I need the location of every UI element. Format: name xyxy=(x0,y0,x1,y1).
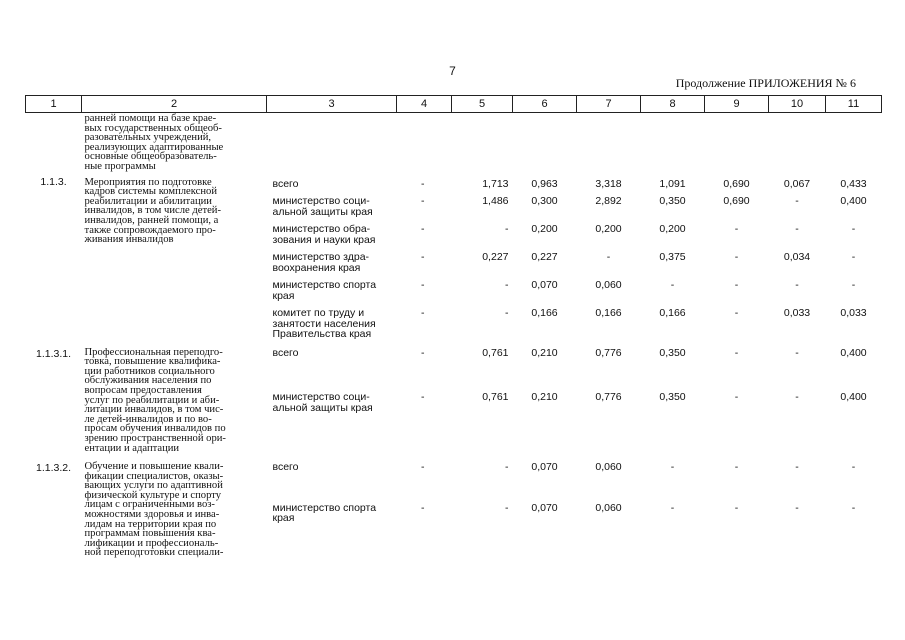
funding-source xyxy=(267,276,397,304)
value-cell: 0,761 xyxy=(482,391,509,404)
value-cell: 0,166 xyxy=(531,307,558,320)
header-cell: 7 xyxy=(577,96,641,113)
empty-cell xyxy=(769,113,826,176)
text-line: кадров системы комплексной xyxy=(84,186,217,198)
value-cell: - xyxy=(606,251,611,264)
value-cell: 0,690 xyxy=(723,195,750,208)
carry-over-text xyxy=(82,113,267,176)
header-cell: 11 xyxy=(826,96,882,113)
text-line: ранней помощи на базе крае- xyxy=(84,113,217,124)
value-cell: 0,227 xyxy=(482,251,509,264)
value-cell: - xyxy=(670,461,675,474)
header-cell: 4 xyxy=(397,96,452,113)
text-line: услуг по реабилитации и аби- xyxy=(84,394,220,406)
value-cell: - xyxy=(734,251,739,264)
text-line: альной защиты края xyxy=(272,205,373,218)
table-row xyxy=(26,176,882,193)
value-cell: 0,200 xyxy=(595,223,622,236)
value-cell: - xyxy=(734,391,739,404)
text-line: товка, повышение квалифика- xyxy=(84,356,221,368)
text-line: также сопровождаемого про- xyxy=(84,224,216,236)
item-id: 1.1.3.2. xyxy=(35,462,72,475)
funding-source xyxy=(267,388,397,457)
value-cell: - xyxy=(421,195,425,208)
text-line: ные программы xyxy=(84,160,156,172)
text-line: ле детей-инвалидов и по во- xyxy=(84,413,212,425)
item-id: 1.1.3.1. xyxy=(35,347,72,360)
value-cell: - xyxy=(421,461,425,474)
value-cell: - xyxy=(734,461,739,474)
text-line: лификации и профессиональ- xyxy=(84,537,219,549)
value-cell: - xyxy=(421,391,425,404)
funding-source xyxy=(267,248,397,276)
text-line: министерство обра- xyxy=(272,223,371,236)
value-cell: 0,761 xyxy=(482,346,509,359)
appendix-table xyxy=(25,95,882,562)
value-cell: 0,400 xyxy=(840,391,867,404)
continuation-title: Продолжение ПРИЛОЖЕНИЯ № 6 xyxy=(675,76,856,90)
value-cell: 0,060 xyxy=(595,501,622,514)
value-cell: - xyxy=(795,279,799,292)
text-line: министерство здра- xyxy=(272,251,370,264)
empty-cell xyxy=(826,113,882,176)
text-line: разовательных учреждений, xyxy=(84,132,212,144)
text-line: вых государственных общеоб- xyxy=(84,122,222,134)
value-cell: - xyxy=(505,501,509,514)
value-cell: 0,350 xyxy=(659,195,686,208)
value-cell: - xyxy=(505,461,509,474)
value-cell: - xyxy=(734,223,739,236)
header-cell: 5 xyxy=(452,96,513,113)
text-line: вающих услуги по адаптивной xyxy=(84,480,223,492)
text-line: ной переподготовки специали- xyxy=(84,547,224,559)
funding-source xyxy=(267,220,397,248)
value-cell: - xyxy=(851,279,856,292)
value-cell: - xyxy=(421,177,425,190)
value-cell: 0,400 xyxy=(840,195,867,208)
text-line: живания инвалидов xyxy=(84,234,174,246)
value-cell: 0,227 xyxy=(531,251,558,264)
value-cell: 0,070 xyxy=(531,279,558,292)
value-cell: - xyxy=(421,346,425,359)
value-cell: 0,166 xyxy=(659,307,686,320)
text-line: Мероприятия по подготовке xyxy=(84,176,212,188)
header-row xyxy=(26,96,882,113)
value-cell: 1,091 xyxy=(659,177,686,190)
text-line: министерство спорта xyxy=(272,501,377,514)
text-line: зования и науки края xyxy=(272,233,376,246)
empty-cell xyxy=(452,113,513,176)
funding-source xyxy=(267,499,397,562)
value-cell: - xyxy=(851,501,856,514)
funding-source xyxy=(267,176,397,193)
text-line: края xyxy=(272,289,295,302)
text-line: просам обучения инвалидов по xyxy=(84,423,226,435)
text-line: зрению пространственной ори- xyxy=(84,432,226,444)
item-name xyxy=(82,176,267,343)
value-cell: 0,375 xyxy=(659,251,686,264)
value-cell: 0,034 xyxy=(783,251,811,264)
text-line: всего xyxy=(272,346,299,359)
value-cell: - xyxy=(421,501,425,514)
text-line: края xyxy=(272,512,295,525)
text-line: инвалидов, ранней помощи, а xyxy=(84,214,219,226)
value-cell: 0,963 xyxy=(531,177,558,190)
value-cell: - xyxy=(851,223,856,236)
value-cell: - xyxy=(795,391,799,404)
value-cell: 0,350 xyxy=(659,391,686,404)
funding-source xyxy=(267,304,397,343)
value-cell: - xyxy=(505,223,509,236)
value-cell: 0,070 xyxy=(531,501,558,514)
value-cell: 0,776 xyxy=(595,391,622,404)
value-cell: - xyxy=(795,461,799,474)
empty-cell xyxy=(577,113,641,176)
funding-source xyxy=(267,192,397,220)
value-cell: 0,776 xyxy=(595,346,622,359)
value-cell: 0,210 xyxy=(531,391,558,404)
table-body xyxy=(26,113,882,563)
carry-over-row xyxy=(26,113,882,176)
text-line: министерство соци- xyxy=(272,195,370,208)
header-cell: 6 xyxy=(513,96,577,113)
header-cell: 9 xyxy=(705,96,769,113)
value-cell: - xyxy=(851,251,856,264)
empty-cell xyxy=(397,113,452,176)
funding-source xyxy=(267,457,397,499)
header-cell: 3 xyxy=(267,96,397,113)
value-cell: - xyxy=(670,279,675,292)
value-cell: 1,713 xyxy=(482,177,509,190)
text-line: Профессиональная переподго- xyxy=(84,346,223,358)
text-line: министерство соци- xyxy=(272,391,370,404)
empty-cell xyxy=(705,113,769,176)
text-line: реализующих адаптированные xyxy=(84,141,224,153)
value-cell: - xyxy=(734,501,739,514)
text-line: реабилитации и абилитации xyxy=(84,195,212,207)
text-line: воохранения края xyxy=(272,261,361,274)
text-line: министерство спорта xyxy=(272,279,377,292)
value-cell: 2,892 xyxy=(595,195,622,208)
text-line: инвалидов, в том числе детей- xyxy=(84,205,221,217)
item-id: 1.1.3. xyxy=(40,175,67,188)
text-line: ентации и адаптации xyxy=(84,442,180,454)
text-line: физической культуре и спорту xyxy=(84,489,222,501)
value-cell: 1,486 xyxy=(482,195,509,208)
text-line: всего xyxy=(272,461,299,474)
value-cell: 0,200 xyxy=(659,223,686,236)
page-number: 7 xyxy=(449,64,456,78)
value-cell: 0,210 xyxy=(531,346,558,359)
value-cell: - xyxy=(505,279,509,292)
value-cell: 0,400 xyxy=(840,346,867,359)
text-line: можностями здоровья и инва- xyxy=(84,509,220,521)
header-cell: 8 xyxy=(641,96,705,113)
value-cell: 0,166 xyxy=(595,307,622,320)
value-cell: 0,690 xyxy=(723,177,750,190)
empty-cell xyxy=(267,113,397,176)
value-cell: - xyxy=(734,279,739,292)
value-cell: 0,067 xyxy=(783,177,811,190)
header-cell: 10 xyxy=(769,96,826,113)
text-line: занятости населения xyxy=(272,317,376,330)
text-line: вопросам предоставления xyxy=(84,384,202,396)
text-line: лидам на территории края по xyxy=(84,518,217,530)
value-cell: 0,060 xyxy=(595,279,622,292)
value-cell: 0,033 xyxy=(840,307,867,320)
text-line: лицам с ограниченными воз- xyxy=(84,499,215,511)
value-cell: - xyxy=(795,195,799,208)
empty-cell xyxy=(513,113,577,176)
text-line: ции работников социального xyxy=(84,365,215,377)
value-cell: - xyxy=(795,346,799,359)
value-cell: 0,060 xyxy=(595,461,622,474)
item-name xyxy=(82,457,267,562)
value-cell: - xyxy=(734,346,739,359)
text-line: Обучение и повышение квали- xyxy=(84,461,224,473)
text-line: фикации специалистов, оказы- xyxy=(84,470,224,482)
value-cell: - xyxy=(734,307,739,320)
funding-source xyxy=(267,343,397,389)
value-cell: - xyxy=(421,223,425,236)
item-name xyxy=(82,343,267,458)
value-cell: 0,350 xyxy=(659,346,686,359)
value-cell: 0,200 xyxy=(531,223,558,236)
text-line: обслуживания населения по xyxy=(84,375,212,387)
value-cell: 3,318 xyxy=(595,177,622,190)
value-cell: 0,433 xyxy=(840,177,867,190)
value-cell: - xyxy=(421,251,425,264)
text-line: программам повышения ква- xyxy=(84,528,216,540)
value-cell: 0,033 xyxy=(783,307,811,320)
table-row xyxy=(26,457,882,499)
value-cell: - xyxy=(670,501,675,514)
empty-cell xyxy=(641,113,705,176)
value-cell: 0,300 xyxy=(531,195,558,208)
value-cell: - xyxy=(421,279,425,292)
text-line: Правительства края xyxy=(272,328,372,341)
value-cell: - xyxy=(795,223,799,236)
header-cell: 2 xyxy=(82,96,267,113)
text-line: альной защиты края xyxy=(272,401,373,414)
value-cell: 0,070 xyxy=(531,461,558,474)
text-line: литации инвалидов, в том чис- xyxy=(84,404,224,416)
text-line: всего xyxy=(272,177,299,190)
header-cell: 1 xyxy=(26,96,82,113)
value-cell: - xyxy=(421,307,425,320)
empty-cell xyxy=(26,113,82,176)
value-cell: - xyxy=(851,461,856,474)
text-line: комитет по труду и xyxy=(272,307,365,320)
value-cell: - xyxy=(505,307,509,320)
table-row xyxy=(26,343,882,389)
value-cell: - xyxy=(795,501,799,514)
text-line: основные общеобразователь- xyxy=(84,151,217,163)
